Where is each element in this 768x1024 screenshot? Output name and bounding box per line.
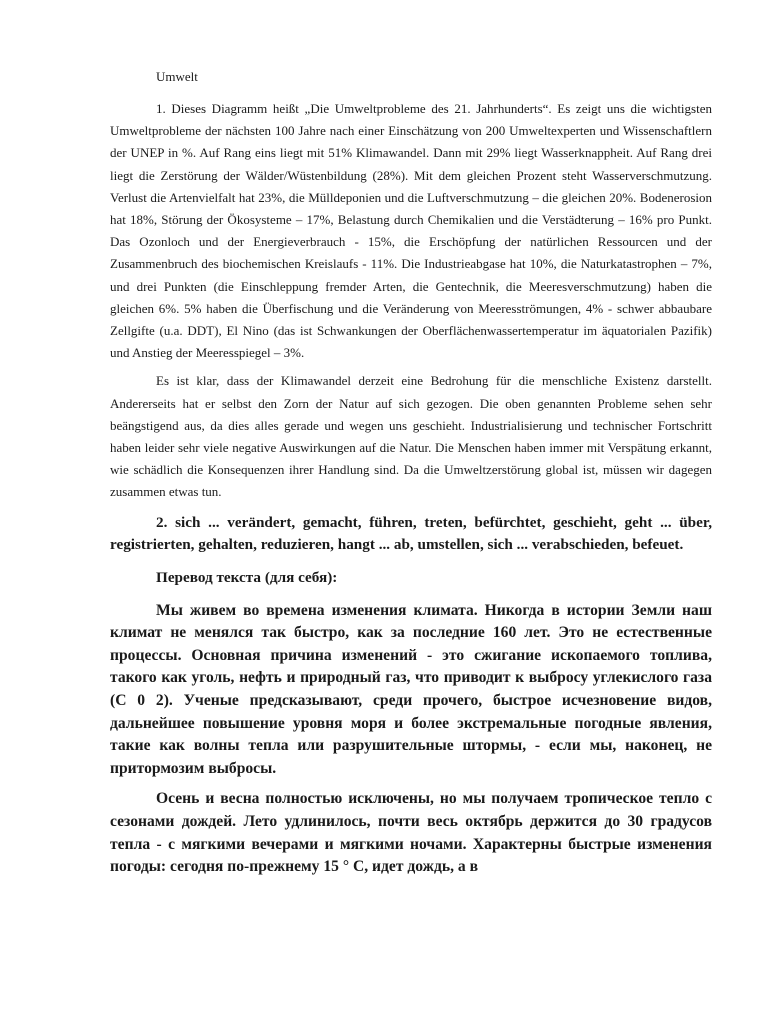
document-page	[110, 66, 712, 887]
paragraph-verb-list: 2. sich ... verändert, gemacht, führen, treten, befürchtet, geschieht, geht ... über, registrierten, gehalten, reduzieren, hangt ... ab, umstellen, sich ... verabschieden, befeuet.	[110, 513, 712, 554]
document-title: Umwelt	[156, 69, 198, 84]
paragraph-conclusion: Es ist klar, dass der Klimawandel derzeit eine Bedrohung für die menschliche Existenz darstellt. Andererseits hat er selbst den Zorn der Natur auf sich gezogen. Die oben genannten Probleme sehen sehr beängstigend aus, da dies alles gerade und wegen uns geschieht. Industrialisierung und technischer Fortschritt haben leider sehr viele negative Auswirkungen auf die Natur. Die Menschen haben immer mit Verspätung erkannt, wie schädlich die Konsequenzen ihrer Handlung sind. Da die Umweltzerstörung global ist, müssen wir dagegen zusammen etwas tun.	[110, 373, 712, 500]
russian-paragraph-1: Мы живем во времена изменения климата. Никогда в истории Земли наш климат не менялся так быстро, как за последние 160 лет. Это не естественные процессы. Основная причина изменений - это сжигание ископаемого топлива, такого как уголь, нефть и природный газ, что приводит к выбросу углекислого газа (С 0 2). Ученые предсказывают, среди прочего, быстрое исчезновение видов, дальнейшее повышение уровня моря и более экстремальные погодные явления, такие как волны тепла или разрушительные штормы, - если мы, наконец, не притормозим выбросы.	[110, 601, 712, 777]
russian-paragraph-2: Осень и весна полностью исключены, но мы получаем тропическое тепло с сезонами дождей. Лето удлинилось, почти весь октябрь держится до 30 градусов тепла - с мягкими вечерами и мягкими ночами. Характерны быстрые изменения погоды: сегодня по-прежнему 15 ° С, идет дождь, а в	[110, 790, 712, 876]
translation-heading: Перевод текста (для себя):	[156, 568, 338, 586]
paragraph-diagram-description: 1. Dieses Diagramm heißt „Die Umweltprobleme des 21. Jahrhunderts“. Es zeigt uns die wichtigsten Umweltprobleme der nächsten 100 Jahre nach einer Einschätzung von 200 Umweltexperten und Wissenschaftlern der UNEP in %. Auf Rang eins liegt mit 51% Klimawandel. Dann mit 29% liegt Wasserknappheit. Auf Rang drei liegt die Zerstörung der Wälder/Wüstenbildung (28%). Mit dem gleichen Prozent steht Wasserverschmutzung. Verlust die Artenvielfalt hat 23%, die Mülldeponien und die Luftverschmutzung – die gleichen 20%. Bodenerosion hat 18%, Störung der Ökosysteme – 17%, Belastung durch Chemikalien und die Verstädterung – 16% pro Punkt. Das Ozonloch und der Energieverbrauch - 15%, die Erschöpfung der natürlichen Ressourcen und der Zusammenbruch des biochemischen Kreislaufs - 11%. Die Industrieabgase hat 10%, die Naturkatastrophen – 7%, und drei Punkten (die Einschleppung fremder Arten, die Gentechnik, die Meeresverschmutzung) haben die gleichen 6%. 5% haben die Überfischung und die Veränderung von Meeresströmungen, 4% - schwer abbaubare Zellgifte (u.a. DDT), El Nino (das ist Schwankungen der Oberflächenwassertemperatur im äquatorialen Pazifik) und Anstieg der Meeresspiegel – 3%.	[110, 101, 712, 361]
